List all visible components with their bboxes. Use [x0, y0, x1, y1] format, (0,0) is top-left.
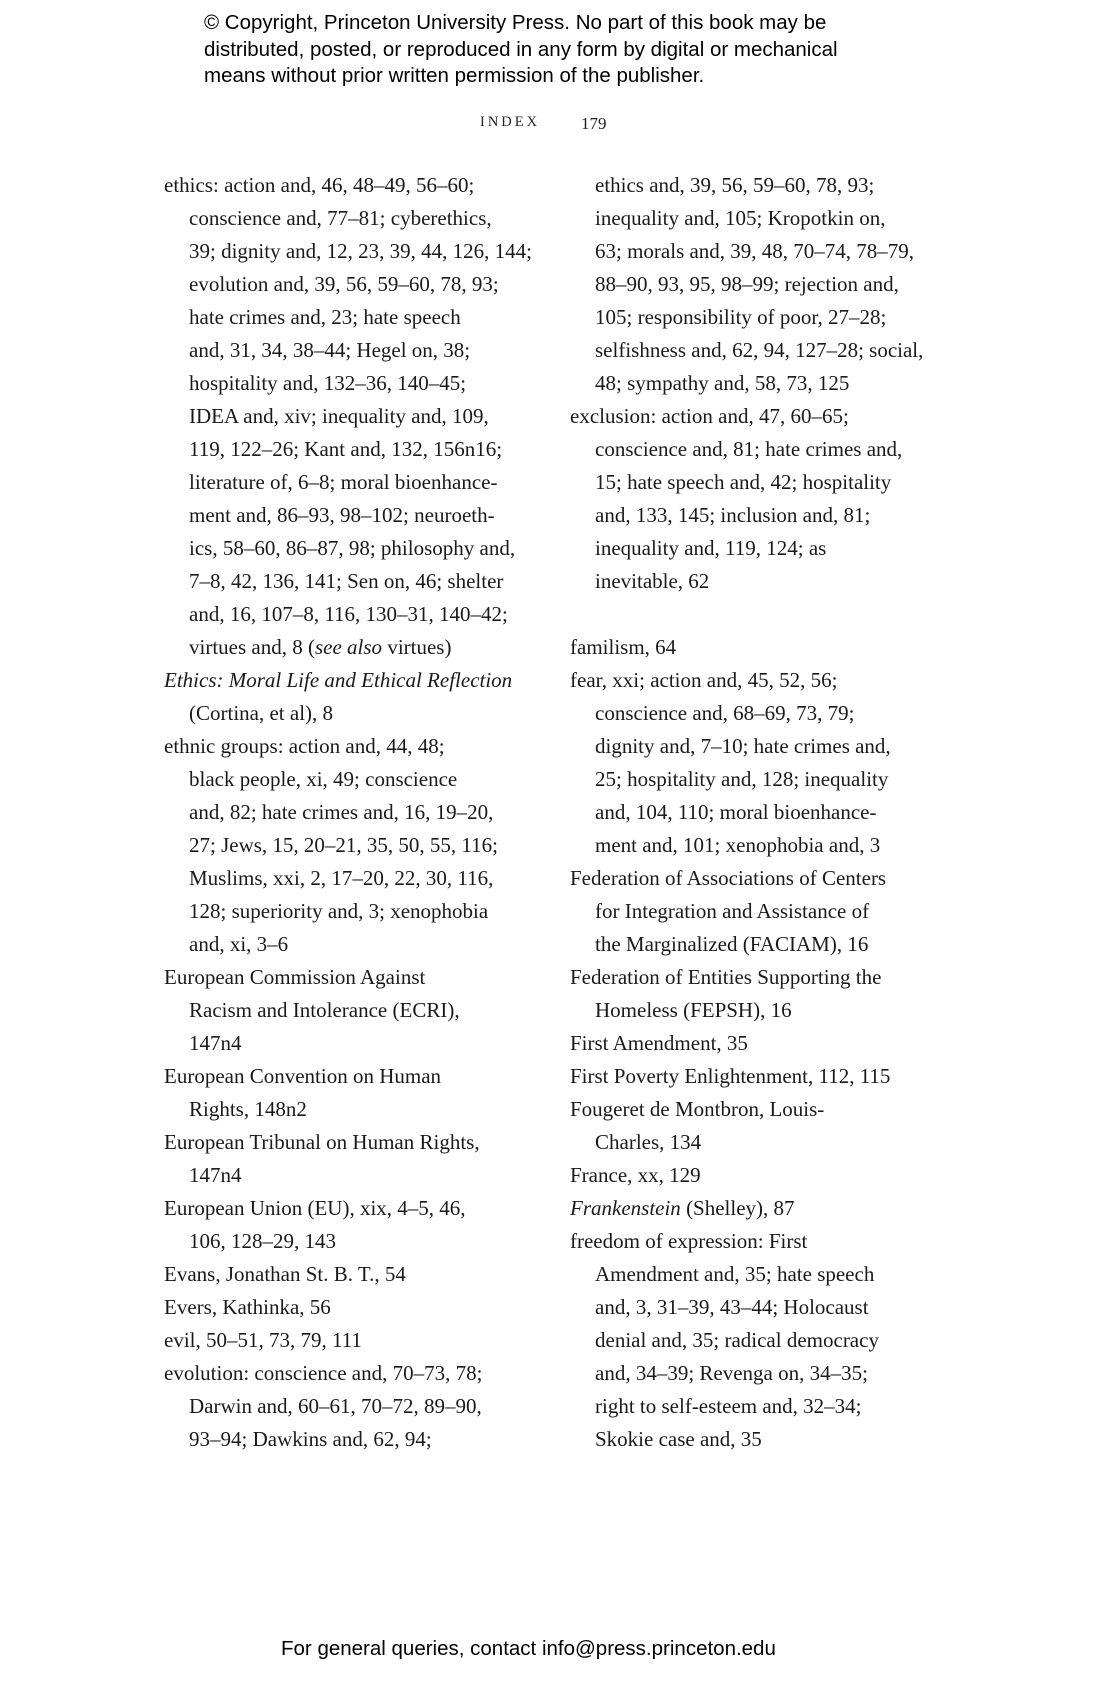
entry-text: 48; sympathy and, 58, 73, 125: [595, 371, 850, 395]
index-entry: [164, 1126, 544, 1192]
entry-text: fear, xxi; action and, 45, 52, 56;: [570, 668, 838, 692]
entry-text: for Integration and Assistance of: [595, 899, 870, 923]
entry-subline: [164, 928, 544, 961]
entry-subline: [164, 796, 544, 829]
entry-text: European Union (EU), xix, 4–5, 46,: [164, 1196, 466, 1220]
index-entry: [570, 1060, 950, 1093]
entry-text: dignity and, 7–10; hate crimes and,: [595, 734, 891, 758]
entry-subline: [164, 334, 544, 367]
copyright-notice: [204, 10, 838, 90]
entry-text-italic: Frankenstein: [570, 1196, 681, 1220]
entry-subline: [164, 631, 544, 664]
entry-text: Amendment and, 35; hate speech: [595, 1262, 875, 1286]
entry-subline: [164, 235, 544, 268]
entry-subline: [164, 763, 544, 796]
entry-text: virtues and, 8 (: [189, 635, 315, 659]
index-entry: [570, 631, 950, 664]
entry-text: Darwin and, 60–61, 70–72, 89–90,: [189, 1394, 482, 1418]
entry-text: 93–94; Dawkins and, 62, 94;: [189, 1427, 432, 1451]
index-entry: [164, 169, 544, 664]
entry-subline: [164, 268, 544, 301]
entry-text: the Marginalized (FACIAM), 16: [595, 932, 869, 956]
index-entry: [164, 1192, 544, 1258]
entry-text: (Cortina, et al), 8: [189, 701, 334, 725]
entry-text: 147n4: [189, 1031, 242, 1055]
index-entry: [570, 1192, 950, 1225]
entry-text: 39; dignity and, 12, 23, 39, 44, 126, 144;: [189, 239, 532, 263]
entry-text: Fougeret de Montbron, Louis-: [570, 1097, 825, 1121]
page-number: 179: [581, 114, 607, 133]
entry-subline: [164, 400, 544, 433]
index-entry-continued: [570, 169, 950, 400]
entry-text: ethics: action and, 46, 48–49, 56–60;: [164, 173, 475, 197]
copyright-line: © Copyright, Princeton University Press. No part of this book may be: [204, 11, 827, 34]
entry-heading-line: [570, 1060, 950, 1093]
entry-subline: [164, 433, 544, 466]
entry-text: and, 3, 31–39, 43–44; Holocaust: [595, 1295, 869, 1319]
index-entry: [164, 1324, 544, 1357]
entry-text: 27; Jews, 15, 20–21, 35, 50, 55, 116;: [189, 833, 498, 857]
entry-text: and, 34–39; Revenga on, 34–35;: [595, 1361, 868, 1385]
entry-subline: [570, 895, 950, 928]
entry-text: black people, xi, 49; conscience: [189, 767, 458, 791]
entry-subline: [164, 895, 544, 928]
index-entry: [164, 1258, 544, 1291]
entry-subline: [570, 1291, 950, 1324]
entry-heading-line: [570, 1093, 950, 1126]
entry-text: conscience and, 77–81; cyberethics,: [189, 206, 492, 230]
footer-contact: For general queries, contact info@press.princeton.edu: [281, 1637, 776, 1660]
entry-heading-line: [570, 961, 950, 994]
entry-subline: [570, 334, 950, 367]
entry-subline: [570, 994, 950, 1027]
entry-heading-line: [570, 631, 950, 664]
entry-text: ethics and, 39, 56, 59–60, 78, 93;: [595, 173, 875, 197]
entry-subline: [570, 796, 950, 829]
index-column-left: [164, 169, 544, 1456]
entry-subline: [570, 433, 950, 466]
entry-text: and, 31, 34, 38–44; Hegel on, 38;: [189, 338, 471, 362]
index-entry: [164, 1291, 544, 1324]
index-column-right: [570, 169, 950, 1456]
entry-heading-line: [164, 1126, 544, 1159]
index-entry: [164, 1357, 544, 1456]
entry-text: European Tribunal on Human Rights,: [164, 1130, 480, 1154]
entry-subline: [164, 1093, 544, 1126]
entry-heading-line: [570, 400, 950, 433]
entry-heading-line: [570, 664, 950, 697]
entry-heading-line: [164, 169, 544, 202]
entry-text: 15; hate speech and, 42; hospitality: [595, 470, 892, 494]
entry-subline: [164, 1390, 544, 1423]
entry-subline: [164, 202, 544, 235]
entry-heading-line: [164, 961, 544, 994]
entry-subline: [164, 1027, 544, 1060]
entry-subline: [164, 1423, 544, 1456]
entry-subline: [570, 169, 950, 202]
entry-text: conscience and, 81; hate crimes and,: [595, 437, 903, 461]
index-entry: [570, 1093, 950, 1159]
entry-text: evolution: conscience and, 70–73, 78;: [164, 1361, 483, 1385]
entry-text: IDEA and, xiv; inequality and, 109,: [189, 404, 489, 428]
entry-text-italic: see also: [314, 635, 383, 659]
index-entry: [570, 961, 950, 1027]
entry-text: France, xx, 129: [570, 1163, 701, 1187]
entry-text: ment and, 101; xenophobia and, 3: [595, 833, 881, 857]
entry-text: and, 133, 145; inclusion and, 81;: [595, 503, 871, 527]
index-entry: [570, 400, 950, 598]
entry-text: 128; superiority and, 3; xenophobia: [189, 899, 489, 923]
entry-subline: [570, 202, 950, 235]
entry-text: right to self-esteem and, 32–34;: [595, 1394, 862, 1418]
entry-text: evil, 50–51, 73, 79, 111: [164, 1328, 362, 1352]
entry-subline: [164, 697, 544, 730]
entry-subline: [164, 994, 544, 1027]
entry-text: 7–8, 42, 136, 141; Sen on, 46; shelter: [189, 569, 504, 593]
entry-text: Racism and Intolerance (ECRI),: [189, 998, 460, 1022]
entry-text: and, 82; hate crimes and, 16, 19–20,: [189, 800, 494, 824]
entry-text: European Convention on Human: [164, 1064, 442, 1088]
entry-subline: [570, 829, 950, 862]
entry-subline: [570, 367, 950, 400]
entry-text: and, 104, 110; moral bioenhance-: [595, 800, 877, 824]
entry-text: selfishness and, 62, 94, 127–28; social,: [595, 338, 924, 362]
entry-subline: [164, 466, 544, 499]
entry-heading-line: [570, 1192, 950, 1225]
entry-heading-line: [570, 1027, 950, 1060]
entry-subline: [164, 301, 544, 334]
entry-subline: [570, 532, 950, 565]
entry-subline: [570, 235, 950, 268]
entry-text: Rights, 148n2: [189, 1097, 307, 1121]
entry-text: and, xi, 3–6: [189, 932, 289, 956]
index-entry: [570, 1159, 950, 1192]
entry-text: Muslims, xxi, 2, 17–20, 22, 30, 116,: [189, 866, 494, 890]
entry-text: Charles, 134: [595, 1130, 702, 1154]
entry-text: denial and, 35; radical democracy: [595, 1328, 879, 1352]
entry-subline: [570, 928, 950, 961]
entry-text: hospitality and, 132–36, 140–45;: [189, 371, 467, 395]
entry-text: 63; morals and, 39, 48, 70–74, 78–79,: [595, 239, 915, 263]
index-entry: [164, 730, 544, 961]
entry-text: 147n4: [189, 1163, 242, 1187]
index-entry: [570, 862, 950, 961]
entry-text: Federation of Entities Supporting the: [570, 965, 882, 989]
entry-text: 25; hospitality and, 128; inequality: [595, 767, 889, 791]
entry-text: evolution and, 39, 56, 59–60, 78, 93;: [189, 272, 499, 296]
entry-text: exclusion: action and, 47, 60–65;: [570, 404, 849, 428]
copyright-line: distributed, posted, or reproduced in any form by digital or mechanical: [204, 37, 838, 61]
entry-heading-line: [570, 1225, 950, 1258]
index-entry: [164, 1060, 544, 1126]
entry-heading-line: [164, 1192, 544, 1225]
entry-text-italic: Ethics: Moral Life and Ethical Reflection: [164, 668, 513, 692]
entry-subline: [164, 367, 544, 400]
entry-heading-line: [164, 1324, 544, 1357]
entry-heading-line: [164, 1258, 544, 1291]
entry-subline: [570, 1357, 950, 1390]
entry-text: literature of, 6–8; moral bioenhance-: [189, 470, 498, 494]
entry-heading-line: [164, 730, 544, 763]
entry-text: First Amendment, 35: [570, 1031, 748, 1055]
entry-text: inevitable, 62: [595, 569, 710, 593]
entry-subline: [570, 697, 950, 730]
entry-text: and, 16, 107–8, 116, 130–31, 140–42;: [189, 602, 508, 626]
entry-heading-line: [570, 1159, 950, 1192]
index-entry: [164, 961, 544, 1060]
entry-subline: [570, 1423, 950, 1456]
entry-heading-line: [164, 1060, 544, 1093]
entry-heading-line: [164, 664, 544, 697]
entry-gap: [570, 598, 950, 631]
entry-subline: [164, 532, 544, 565]
entry-subline: [570, 565, 950, 598]
entry-heading-line: [164, 1291, 544, 1324]
entry-text: Evers, Kathinka, 56: [164, 1295, 331, 1319]
entry-text: conscience and, 68–69, 73, 79;: [595, 701, 855, 725]
entry-subline: [570, 268, 950, 301]
entry-subline: [570, 763, 950, 796]
entry-heading-line: [570, 862, 950, 895]
entry-text: 119, 122–26; Kant and, 132, 156n16;: [189, 437, 503, 461]
entry-text: ethnic groups: action and, 44, 48;: [164, 734, 445, 758]
running-head-title: INDEX: [480, 114, 541, 130]
entry-subline: [570, 466, 950, 499]
entry-text: ment and, 86–93, 98–102; neuroeth-: [189, 503, 495, 527]
entry-text: (Shelley), 87: [680, 1196, 795, 1220]
entry-subline: [164, 1159, 544, 1192]
entry-text: Homeless (FEPSH), 16: [595, 998, 792, 1022]
entry-subline: [570, 1126, 950, 1159]
entry-text: Evans, Jonathan St. B. T., 54: [164, 1262, 406, 1286]
entry-subline: [570, 1390, 950, 1423]
entry-text: inequality and, 119, 124; as: [595, 536, 827, 560]
entry-text: freedom of expression: First: [570, 1229, 808, 1253]
entry-subline: [164, 598, 544, 631]
entry-subline: [570, 301, 950, 334]
entry-text: virtues): [382, 635, 452, 659]
entry-text: 105; responsibility of poor, 27–28;: [595, 305, 887, 329]
entry-text: Federation of Associations of Centers: [570, 866, 887, 890]
entry-subline: [570, 730, 950, 763]
entry-text: familism, 64: [570, 635, 677, 659]
entry-text: ics, 58–60, 86–87, 98; philosophy and,: [189, 536, 516, 560]
entry-heading-line: [164, 1357, 544, 1390]
entry-subline: [164, 565, 544, 598]
entry-text: 106, 128–29, 143: [189, 1229, 336, 1253]
entry-text: hate crimes and, 23; hate speech: [189, 305, 461, 329]
index-entry: [570, 664, 950, 862]
index-entry: [570, 1225, 950, 1456]
entry-subline: [164, 862, 544, 895]
entry-subline: [164, 499, 544, 532]
entry-text: 88–90, 93, 95, 98–99; rejection and,: [595, 272, 899, 296]
entry-subline: [570, 1324, 950, 1357]
entry-text: inequality and, 105; Kropotkin on,: [595, 206, 886, 230]
copyright-line: means without prior written permission of the publisher.: [204, 64, 705, 87]
entry-subline: [164, 1225, 544, 1258]
entry-subline: [570, 499, 950, 532]
index-entry: [164, 664, 544, 730]
index-entry: [570, 1027, 950, 1060]
entry-subline: [570, 1258, 950, 1291]
entry-text: European Commission Against: [164, 965, 426, 989]
entry-subline: [164, 829, 544, 862]
entry-text: First Poverty Enlightenment, 112, 115: [570, 1064, 891, 1088]
entry-text: Skokie case and, 35: [595, 1427, 762, 1451]
